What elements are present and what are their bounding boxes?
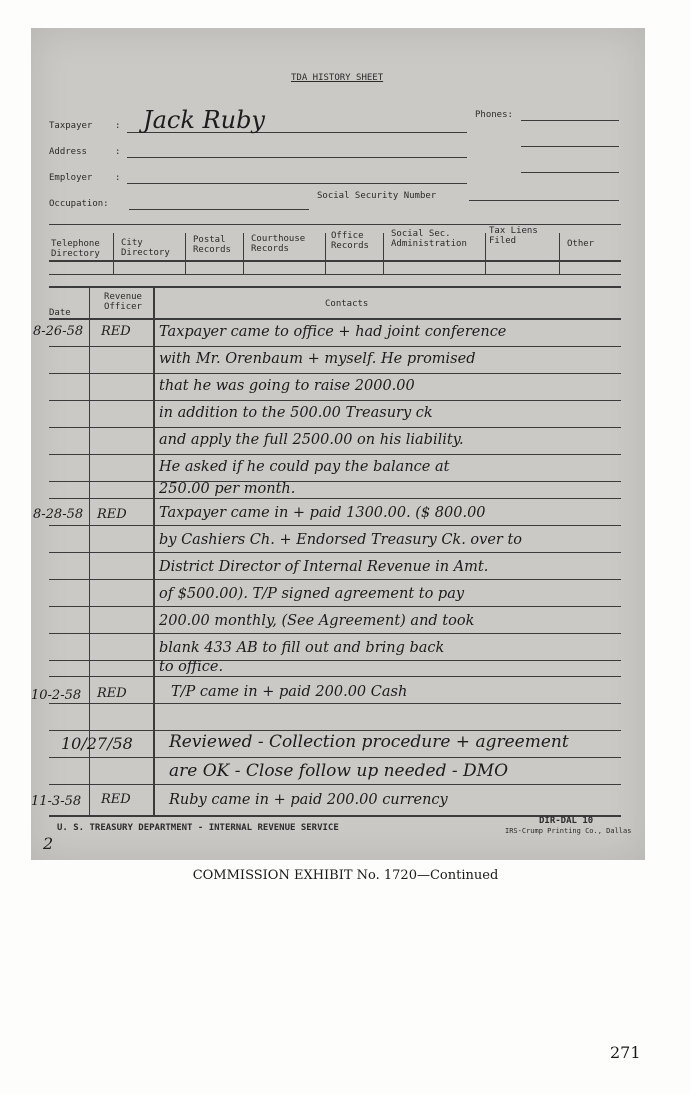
entry-date: 8-28-58 bbox=[33, 507, 84, 522]
exhibit-caption: COMMISSION EXHIBIT No. 1720—Continued bbox=[192, 868, 499, 883]
table-rule bbox=[49, 224, 621, 225]
entry-officer: RED bbox=[97, 507, 127, 522]
entry-line: to office. bbox=[159, 659, 224, 675]
colon: : bbox=[115, 173, 121, 183]
col-divider bbox=[485, 233, 486, 274]
ruled-line bbox=[49, 373, 621, 374]
source-tax-liens: Tax Liens Filed bbox=[489, 226, 538, 246]
ssn-line bbox=[469, 200, 619, 201]
footer-agency: U. S. TREASURY DEPARTMENT - INTERNAL REVENUE SERVICE bbox=[57, 823, 339, 833]
entry-line: Reviewed - Collection procedure + agreement bbox=[169, 732, 569, 752]
entry-line: T/P came in + paid 200.00 Cash bbox=[171, 684, 408, 700]
form-number: DIR-DAL 10 bbox=[539, 816, 594, 826]
ruled-line bbox=[49, 676, 621, 677]
page-number: 271 bbox=[610, 1043, 641, 1062]
entry-date: 11-3-58 bbox=[31, 794, 82, 809]
ruled-line bbox=[49, 730, 621, 731]
source-office: Office Records bbox=[331, 231, 369, 251]
entry-line: 200.00 monthly, (See Agreement) and took bbox=[159, 613, 475, 629]
entry-line: that he was going to raise 2000.00 bbox=[159, 378, 415, 394]
col-divider bbox=[325, 233, 326, 274]
entry-line: and apply the full 2500.00 on his liability. bbox=[159, 432, 464, 448]
entry-officer: RED bbox=[97, 686, 127, 701]
entry-line: with Mr. Orenbaum + myself. He promised bbox=[159, 351, 476, 367]
employer-label: Employer bbox=[49, 173, 93, 183]
source-postal: Postal Records bbox=[193, 235, 231, 255]
ruled-line bbox=[49, 454, 621, 455]
ruled-line bbox=[49, 660, 621, 661]
address-label: Address bbox=[49, 147, 87, 157]
entry-line: are OK - Close follow up needed - DMO bbox=[169, 761, 509, 781]
col-date: Date bbox=[49, 308, 71, 318]
phones-label: Phones: bbox=[475, 110, 513, 120]
ssn-label: Social Security Number bbox=[317, 191, 437, 201]
ruled-line bbox=[49, 346, 621, 347]
ruled-line bbox=[49, 427, 621, 428]
ruled-line bbox=[49, 606, 621, 607]
contacts-header-rule bbox=[49, 318, 621, 320]
source-telephone: Telephone Directory bbox=[51, 239, 100, 259]
ruled-line bbox=[49, 498, 621, 499]
ruled-line bbox=[49, 400, 621, 401]
employer-line bbox=[127, 183, 467, 184]
entry-line: 250.00 per month. bbox=[159, 481, 296, 497]
taxpayer-signature: Jack Ruby bbox=[143, 106, 265, 134]
table-rule bbox=[49, 274, 621, 275]
ruled-line bbox=[49, 633, 621, 634]
col-divider bbox=[185, 233, 186, 274]
colon: : bbox=[115, 121, 121, 131]
col-officer: Revenue Officer bbox=[104, 292, 142, 312]
col-divider bbox=[113, 233, 114, 274]
ruled-line bbox=[49, 481, 621, 482]
ruled-line bbox=[49, 784, 621, 785]
entry-line: blank 433 AB to fill out and bring back bbox=[159, 640, 445, 656]
printer-credit: IRS-Crump Printing Co., Dallas bbox=[505, 827, 632, 835]
history-sheet-form bbox=[31, 28, 645, 860]
colon: : bbox=[115, 147, 121, 157]
corner-mark: 2 bbox=[43, 834, 54, 853]
entry-line: by Cashiers Ch. + Endorsed Treasury Ck. over to bbox=[159, 532, 523, 548]
source-city: City Directory bbox=[121, 238, 170, 258]
col-contacts: Contacts bbox=[325, 299, 369, 309]
phone-line-2 bbox=[521, 146, 619, 147]
entry-line: District Director of Internal Revenue in Amt. bbox=[159, 559, 489, 575]
col-divider bbox=[243, 233, 244, 274]
ruled-line bbox=[49, 579, 621, 580]
entry-line: Taxpayer came to office + had joint conference bbox=[159, 324, 507, 340]
occupation-line bbox=[129, 209, 309, 210]
entry-line: of $500.00). T/P signed agreement to pay bbox=[159, 586, 465, 602]
ruled-line bbox=[49, 525, 621, 526]
entry-officer: RED bbox=[101, 324, 131, 339]
form-title: TDA HISTORY SHEET bbox=[291, 73, 384, 83]
source-courthouse: Courthouse Records bbox=[251, 234, 306, 254]
entry-date: 10-2-58 bbox=[31, 688, 82, 703]
entry-line: Ruby came in + paid 200.00 currency bbox=[169, 792, 448, 808]
col-divider bbox=[383, 233, 384, 274]
entry-line: Taxpayer came in + paid 1300.00. ($ 800.00 bbox=[159, 505, 486, 521]
col-divider bbox=[559, 233, 560, 274]
entry-line: He asked if he could pay the balance at bbox=[159, 459, 450, 475]
table-rule bbox=[49, 260, 621, 262]
entry-line: in addition to the 500.00 Treasury ck bbox=[159, 405, 433, 421]
phone-line-3 bbox=[521, 172, 619, 173]
address-line bbox=[127, 157, 467, 158]
entry-date: 10/27/58 bbox=[61, 734, 133, 753]
taxpayer-label: Taxpayer bbox=[49, 121, 93, 131]
phone-line-1 bbox=[521, 120, 619, 121]
ruled-line bbox=[49, 757, 621, 758]
ruled-line bbox=[49, 703, 621, 704]
source-social-sec: Social Sec. Administration bbox=[391, 229, 467, 249]
table-rule bbox=[49, 286, 621, 288]
source-other: Other bbox=[567, 239, 595, 249]
entry-officer: RED bbox=[101, 792, 131, 807]
occupation-label: Occupation: bbox=[49, 199, 109, 209]
entry-date: 8-26-58 bbox=[33, 324, 84, 339]
ruled-line bbox=[49, 552, 621, 553]
ruled-line bbox=[49, 815, 621, 817]
